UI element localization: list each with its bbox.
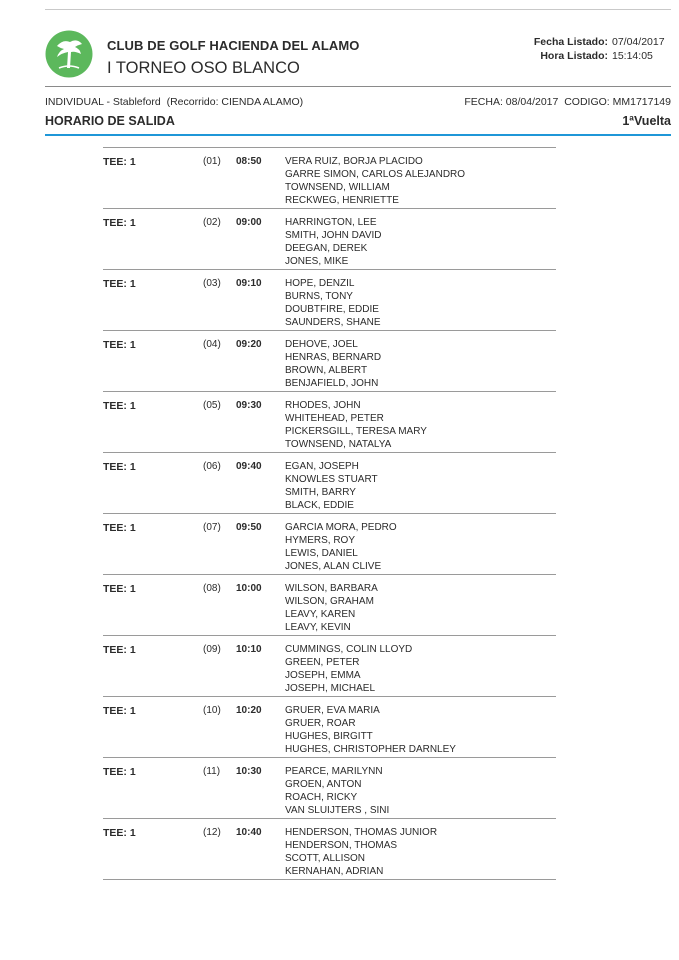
player-name: HUGHES, CHRISTOPHER DARNLEY [285,744,456,755]
competition-date-code: FECHA: 08/04/2017 CODIGO: MM1717149 [464,96,671,108]
player-name: SAUNDERS, SHANE [285,317,381,328]
player-list [285,277,381,329]
tee-time: 09:10 [236,278,262,289]
player-name: HENDERSON, THOMAS [285,840,398,851]
tee-group [103,636,556,697]
player-list [285,155,465,207]
player-name: HOPE, DENZIL [285,278,355,289]
player-name: JOSEPH, EMMA [285,670,361,681]
tee-time: 10:30 [236,766,262,777]
player-name: JOSEPH, MICHAEL [285,683,376,694]
player-name: HUGHES, BIRGITT [285,731,373,742]
group-number: (09) [203,644,221,655]
player-name: WHITEHEAD, PETER [285,413,384,424]
group-number: (05) [203,400,221,411]
player-name: JONES, ALAN CLIVE [285,561,382,572]
player-name: DEEGAN, DEREK [285,243,368,254]
player-name: TOWNSEND, WILLIAM [285,182,390,193]
tee-group [103,209,556,270]
tee-group [103,819,556,880]
player-name: SMITH, JOHN DAVID [285,230,382,241]
player-list [285,460,378,512]
tee-label: TEE: 1 [103,644,136,656]
player-name: HENRAS, BERNARD [285,352,382,363]
player-list [285,704,456,756]
tee-label: TEE: 1 [103,583,136,595]
player-name: DEHOVE, JOEL [285,339,358,350]
player-list [285,216,381,268]
player-name: GARRE SIMON, CARLOS ALEJANDRO [285,169,466,180]
group-number: (06) [203,461,221,472]
player-name: BROWN, ALBERT [285,365,368,376]
hora-listado-label: Hora Listado: [540,50,608,62]
player-name: GREEN, PETER [285,657,360,668]
player-list [285,826,437,878]
player-list [285,521,397,573]
tee-time: 09:30 [236,400,262,411]
group-number: (10) [203,705,221,716]
fecha-listado-value: 07/04/2017 [612,36,665,48]
tee-label: TEE: 1 [103,827,136,839]
player-name: SCOTT, ALLISON [285,853,366,864]
tee-group [103,270,556,331]
tee-time: 09:40 [236,461,262,472]
group-number: (04) [203,339,221,350]
player-name: GROEN, ANTON [285,779,362,790]
tee-group [103,392,556,453]
tee-label: TEE: 1 [103,705,136,717]
tee-group [103,148,556,209]
player-list [285,399,427,451]
player-name: KNOWLES STUART [285,474,378,485]
round-label: 1ªVuelta [622,114,671,128]
tee-label: TEE: 1 [103,400,136,412]
club-tree-logo-icon [45,30,93,78]
player-list [285,765,389,817]
player-list [285,643,412,695]
player-name: JONES, MIKE [285,256,349,267]
player-name: SMITH, BARRY [285,487,356,498]
player-name: LEAVY, KAREN [285,609,356,620]
player-name: VERA RUIZ, BORJA PLACIDO [285,156,423,167]
player-name: PEARCE, MARILYNN [285,766,383,777]
player-name: GRUER, EVA MARIA [285,705,380,716]
tee-time: 08:50 [236,156,262,167]
player-name: PICKERSGILL, TERESA MARY [285,426,427,437]
tee-group [103,331,556,392]
tee-time: 10:10 [236,644,262,655]
section-title: HORARIO DE SALIDA [45,114,175,128]
player-name: EGAN, JOSEPH [285,461,359,472]
player-name: GARCIA MORA, PEDRO [285,522,397,533]
player-name: DOUBTFIRE, EDDIE [285,304,379,315]
group-number: (11) [203,766,221,777]
player-name: BENJAFIELD, JOHN [285,378,379,389]
player-name: ROACH, RICKY [285,792,358,803]
player-name: CUMMINGS, COLIN LLOYD [285,644,413,655]
hora-listado-value: 15:14:05 [612,50,653,62]
tee-time: 09:50 [236,522,262,533]
accent-divider [45,134,671,136]
tee-time: 10:00 [236,583,262,594]
player-name: HENDERSON, THOMAS JUNIOR [285,827,438,838]
player-name: WILSON, BARBARA [285,583,378,594]
tee-label: TEE: 1 [103,278,136,290]
player-name: HARRINGTON, LEE [285,217,377,228]
tee-time: 10:20 [236,705,262,716]
header-divider [45,86,671,87]
group-number: (03) [203,278,221,289]
tee-label: TEE: 1 [103,461,136,473]
player-name: KERNAHAN, ADRIAN [285,866,384,877]
tee-group [103,758,556,819]
player-name: RHODES, JOHN [285,400,361,411]
player-name: BLACK, EDDIE [285,500,354,511]
tournament-title: I TORNEO OSO BLANCO [107,59,300,77]
tee-time: 09:20 [236,339,262,350]
group-number: (08) [203,583,221,594]
player-name: LEAVY, KEVIN [285,622,351,633]
group-number: (12) [203,827,221,838]
tee-time: 09:00 [236,217,262,228]
tee-label: TEE: 1 [103,522,136,534]
player-name: BURNS, TONY [285,291,353,302]
tee-time: 10:40 [236,827,262,838]
player-name: LEWIS, DANIEL [285,548,358,559]
fecha-listado-label: Fecha Listado: [533,36,608,48]
tee-label: TEE: 1 [103,156,136,168]
player-name: RECKWEG, HENRIETTE [285,195,399,206]
player-name: TOWNSEND, NATALYA [285,439,392,450]
player-name: HYMERS, ROY [285,535,356,546]
player-name: WILSON, GRAHAM [285,596,374,607]
tee-group [103,514,556,575]
tee-time-list [103,148,556,880]
group-number: (07) [203,522,221,533]
tee-group [103,575,556,636]
club-name: CLUB DE GOLF HACIENDA DEL ALAMO [107,38,360,53]
tee-group [103,453,556,514]
player-list [285,582,378,634]
group-number: (01) [203,156,221,167]
tee-group [103,697,556,758]
player-list [285,338,381,390]
listing-info [520,35,665,63]
tee-label: TEE: 1 [103,217,136,229]
tee-label: TEE: 1 [103,766,136,778]
player-name: VAN SLUIJTERS , SINI [285,805,390,816]
tee-label: TEE: 1 [103,339,136,351]
top-divider [45,9,671,10]
group-number: (02) [203,217,221,228]
competition-format: INDIVIDUAL - Stableford (Recorrido: CIENDA ALAMO) [45,96,304,108]
player-name: GRUER, ROAR [285,718,356,729]
